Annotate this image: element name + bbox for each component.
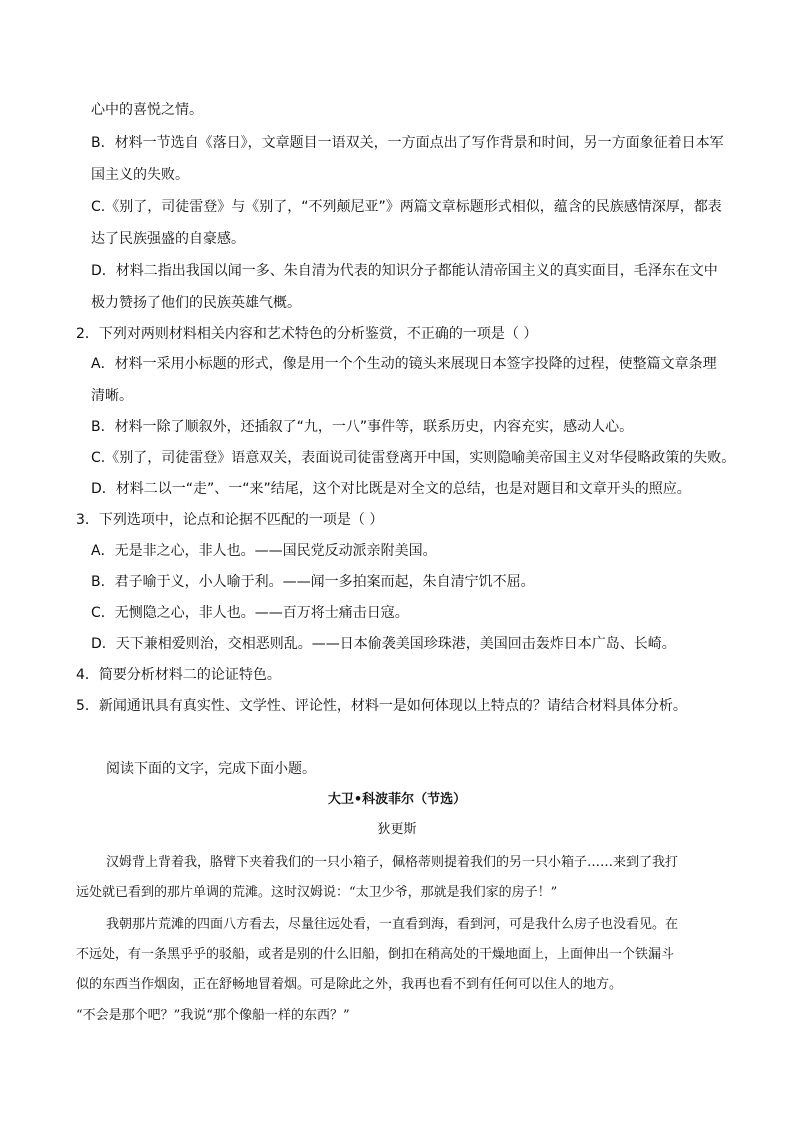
q2-option-d: D．材料二以一“走”、一“来”结尾，这个对比既是对全文的总结，也是对题目和文章开头的照应。 xyxy=(91,481,691,497)
q3-option-d: D．天下兼相爱则治，交相恶则乱。——日本偷袭美国珍珠港，美国回击轰炸日本广岛、长崎。 xyxy=(91,636,676,652)
passage-paragraph-1-line1: 汉姆背上背着我，胳臂下夹着我们的一只小箱子，佩格蒂则提着我们的另一只小箱子……来到了我打 xyxy=(106,855,679,870)
q1-option-c-line2: 达了民族强盛的自豪感。 xyxy=(91,231,245,247)
q3-option-c: C．无恻隐之心，非人也。——百万将士痛击日寇。 xyxy=(91,605,409,621)
q1-option-d-line1: D．材料二指出我国以闻一多、朱自清为代表的知识分子都能认清帝国主义的真实面目，毛泽东在文中 xyxy=(91,263,718,279)
q1-option-d-line2: 极力赞扬了他们的民族英雄气概。 xyxy=(91,295,301,311)
passage-paragraph-2-line3: 似的东西当作烟囱，正在舒畅地冒着烟。可是除此之外，我再也看不到有任何可以住人的地方。 xyxy=(76,977,623,992)
q2-option-a-line2: 清晰。 xyxy=(91,388,133,404)
q3-stem: 3．下列选项中，论点和论据不匹配的一项是（ ） xyxy=(76,512,384,528)
q5-stem: 5．新闻通讯具有真实性、文学性、评论性，材料一是如何体现以上特点的？请结合材料具体分析。 xyxy=(76,698,687,714)
q1-continuation-line: 心中的喜悦之情。 xyxy=(91,102,203,118)
q1-option-c-line1: C.《别了，司徒雷登》与《别了，“不列颠尼亚”》两篇文章标题形式相似，蕴含的民族感情深厚，都表 xyxy=(91,199,722,215)
q3-option-a: A．无是非之心，非人也。——国民党反动派亲附美国。 xyxy=(91,543,437,559)
passage-paragraph-2-line2: 不远处，有一条黑乎乎的驳船，或者是别的什么旧船，倒扣在稍高处的干燥地面上，上面伸出一个铁漏斗 xyxy=(76,947,675,962)
passage-author: 狄更斯 xyxy=(377,822,417,837)
q3-option-b: B．君子喻于义，小人喻于利。——闻一多拍案而起，朱自清宁饥不屈。 xyxy=(91,574,535,590)
passage-paragraph-3: “不会是那个吧？”我说“那个像船一样的东西？” xyxy=(76,1008,350,1023)
passage-paragraph-2-line1: 我朝那片荒滩的四面八方看去，尽量往远处看，一直看到海，看到河，可是我什么房子也没看见。在 xyxy=(106,917,679,932)
q4-stem: 4．简要分析材料二的论证特色。 xyxy=(76,667,281,683)
q1-option-b-line1: B．材料一节选自《落日》，文章题目一语双关，一方面点出了写作背景和时间，另一方面象征着日本军 xyxy=(91,135,724,151)
passage-paragraph-1-line2: 远处就已看到的那片单调的荒滩。这时汉姆说：“太卫少爷，那就是我们家的房子！” xyxy=(76,885,558,900)
q2-option-b: B．材料一除了顺叙外，还插叙了“九，一八”事件等，联系历史，内容充实，感动人心。 xyxy=(91,419,634,435)
passage-title: 大卫•科波菲尔（节选） xyxy=(327,792,467,807)
q2-option-a-line1: A．材料一采用小标题的形式，像是用一个个生动的镜头来展现日本签字投降的过程，使整篇文章条理 xyxy=(91,356,717,372)
q1-option-b-line2: 国主义的失败。 xyxy=(91,167,189,183)
q2-stem: 2．下列对两则材料相关内容和艺术特色的分析鉴赏，不正确的一项是（ ） xyxy=(76,326,538,342)
reading-intro: 阅读下面的文字，完成下面小题。 xyxy=(106,761,316,777)
q2-option-c: C.《别了，司徒雷登》语意双关，表面说司徒雷登离开中国，实则隐喻美帝国主义对华侵略政策的失败。 xyxy=(91,450,736,466)
